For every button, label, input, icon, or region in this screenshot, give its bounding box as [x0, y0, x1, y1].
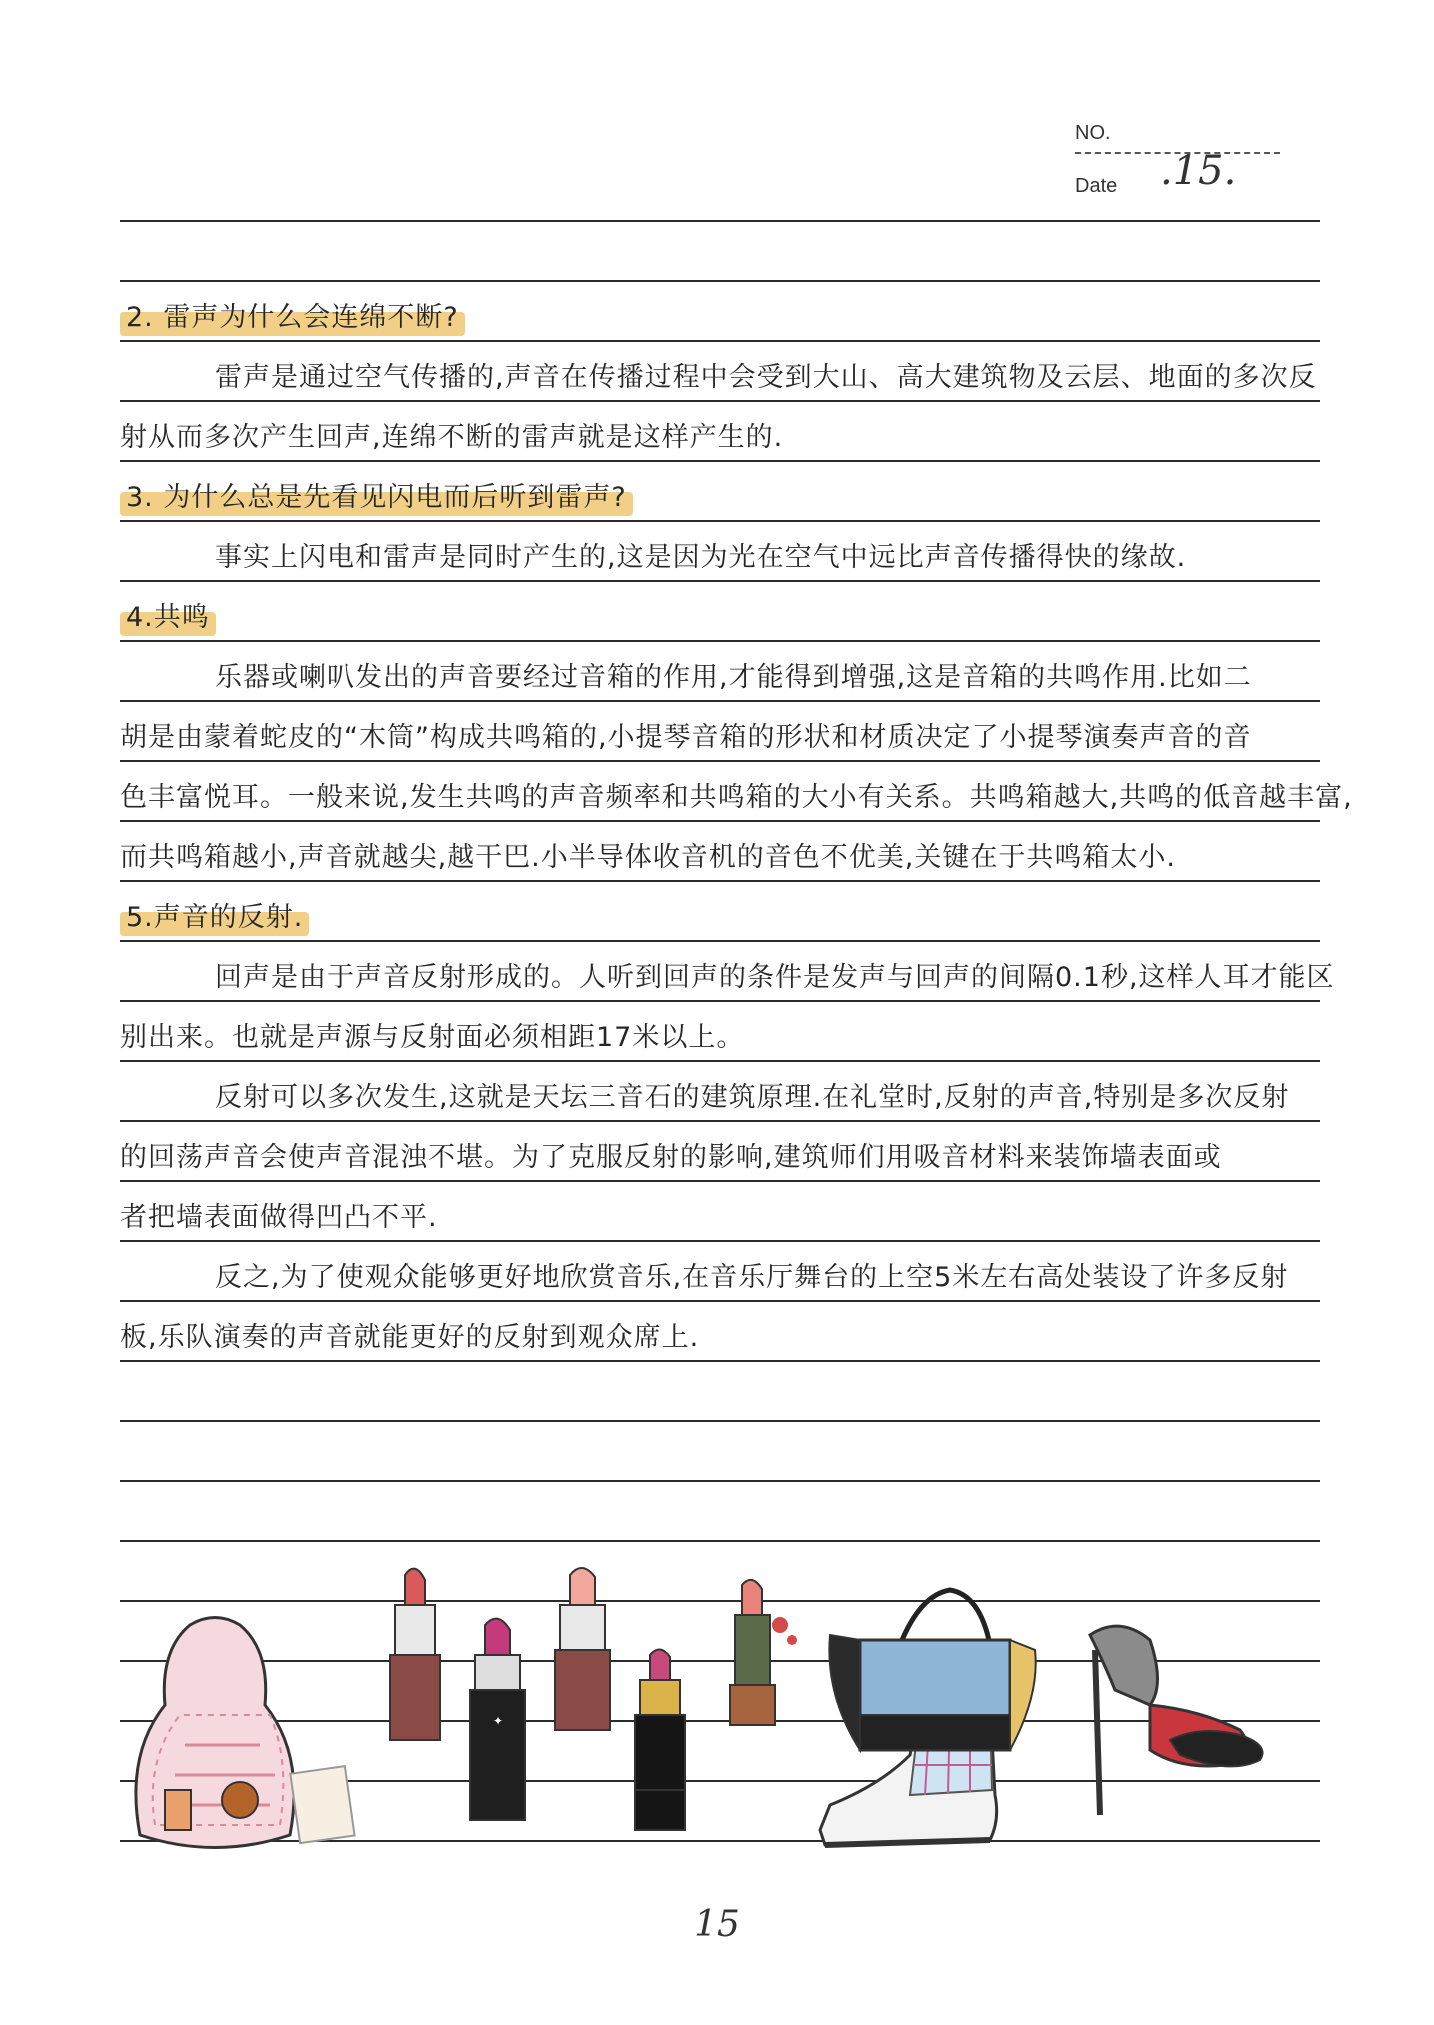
ruled-line: [120, 1240, 1320, 1242]
body-text-line: [120, 358, 1320, 398]
ruled-line: [120, 1120, 1320, 1122]
ruled-line: [120, 820, 1320, 822]
line-text: 射从而多次产生回声,连绵不断的雷声就是这样产生的.: [120, 422, 784, 453]
line-text: 反之,为了使观众能够更好地欣赏音乐,在音乐厅舞台的上空5米左右高处装设了许多反射: [215, 1262, 1289, 1293]
ruled-line: [120, 220, 1320, 222]
body-text-line: [120, 1078, 1320, 1118]
line-text: 反射可以多次发生,这就是天坛三音石的建筑原理.在礼堂时,反射的声音,特别是多次反射: [215, 1082, 1290, 1113]
body-text-line: [120, 778, 1353, 818]
body-text-line: [120, 418, 1320, 458]
line-text: 而共鸣箱越小,声音就越尖,越干巴.小半导体收音机的音色不优美,关键在于共鸣箱太小.: [120, 842, 1176, 873]
line-text: 回声是由于声音反射形成的。人听到回声的条件是发声与回声的间隔0.1秒,这样人耳才能区: [215, 962, 1335, 993]
body-text-line: [120, 538, 1320, 578]
ruled-line: [120, 760, 1320, 762]
fashion-illustrations: [120, 1555, 1320, 1865]
body-text-line: [120, 958, 1335, 998]
section-heading: [120, 598, 1320, 638]
high-heel-shoe-icon: [1090, 1626, 1263, 1815]
section-heading: [120, 298, 1320, 338]
section-heading: [120, 898, 1320, 938]
ruled-line: [120, 520, 1320, 522]
line-text: 板,乐队演奏的声音就能更好的反射到观众席上.: [120, 1322, 700, 1353]
page-number: 15: [694, 1904, 740, 1945]
ruled-line: [120, 400, 1320, 402]
body-text-line: [120, 658, 1320, 698]
ruled-line: [120, 1180, 1320, 1182]
ruled-line: [120, 1420, 1320, 1422]
ruled-line: [120, 340, 1320, 342]
line-text: 者把墙表面做得凹凸不平.: [120, 1202, 438, 1233]
lipstick-icon: [635, 1649, 685, 1830]
ruled-line: [120, 880, 1320, 882]
ruled-line: [120, 640, 1320, 642]
body-text-line: [120, 1318, 1320, 1358]
heading-text: 2. 雷声为什么会连绵不断?: [120, 298, 465, 338]
date-label: Date: [1075, 175, 1118, 197]
lipstick-icon: [470, 1619, 525, 1820]
ruled-line: [120, 1060, 1320, 1062]
ruled-line: [120, 580, 1320, 582]
handbag-icon: [829, 1590, 1035, 1750]
body-text-line: [120, 1258, 1320, 1298]
body-text-line: [120, 1018, 1320, 1058]
heading-text: 4.共鸣: [120, 598, 216, 638]
ruled-line: [120, 1360, 1320, 1362]
line-text: 事实上闪电和雷声是同时产生的,这是因为光在空气中远比声音传播得快的缘故.: [215, 542, 1187, 573]
line-text: 雷声是通过空气传播的,声音在传播过程中会受到大山、高大建筑物及云层、地面的多次反: [215, 362, 1317, 393]
ruled-line: [120, 1540, 1320, 1542]
ruled-line: [120, 940, 1320, 942]
section-heading: [120, 478, 1320, 518]
number-label: NO.: [1075, 122, 1111, 144]
ruled-line: [120, 700, 1320, 702]
line-text: 色丰富悦耳。一般来说,发生共鸣的声音频率和共鸣箱的大小有关系。共鸣箱越大,共鸣的低音越丰富,: [120, 782, 1353, 813]
ruled-line: [120, 1480, 1320, 1482]
guitar-case-icon: [136, 1618, 355, 1848]
heading-text: 5.声音的反射.: [120, 898, 309, 938]
lipstick-icon: [555, 1568, 610, 1730]
lipstick-icon: [730, 1580, 797, 1725]
ruled-line: [120, 1000, 1320, 1002]
line-text: 的回荡声音会使声音混浊不堪。为了克服反射的影响,建筑师们用吸音材料来装饰墙表面或: [120, 1142, 1222, 1173]
svg-text:✦: ✦: [492, 1714, 504, 1728]
ruled-line: [120, 1300, 1320, 1302]
body-text-line: [120, 1138, 1320, 1178]
date-value: .15.: [1160, 148, 1237, 194]
body-text-line: [120, 1198, 1320, 1238]
ruled-line: [120, 280, 1320, 282]
body-text-line: [120, 718, 1320, 758]
body-text-line: [120, 838, 1320, 878]
line-text: 别出来。也就是声源与反射面必须相距17米以上。: [120, 1022, 745, 1053]
line-text: 乐器或喇叭发出的声音要经过音箱的作用,才能得到增强,这是音箱的共鸣作用.比如二: [215, 662, 1252, 693]
lipstick-icon: [390, 1569, 440, 1740]
ruled-line: [120, 460, 1320, 462]
heading-text: 3. 为什么总是先看见闪电而后听到雷声?: [120, 478, 633, 518]
line-text: 胡是由蒙着蛇皮的“木筒”构成共鸣箱的,小提琴音箱的形状和材质决定了小提琴演奏声音的音: [120, 722, 1252, 753]
